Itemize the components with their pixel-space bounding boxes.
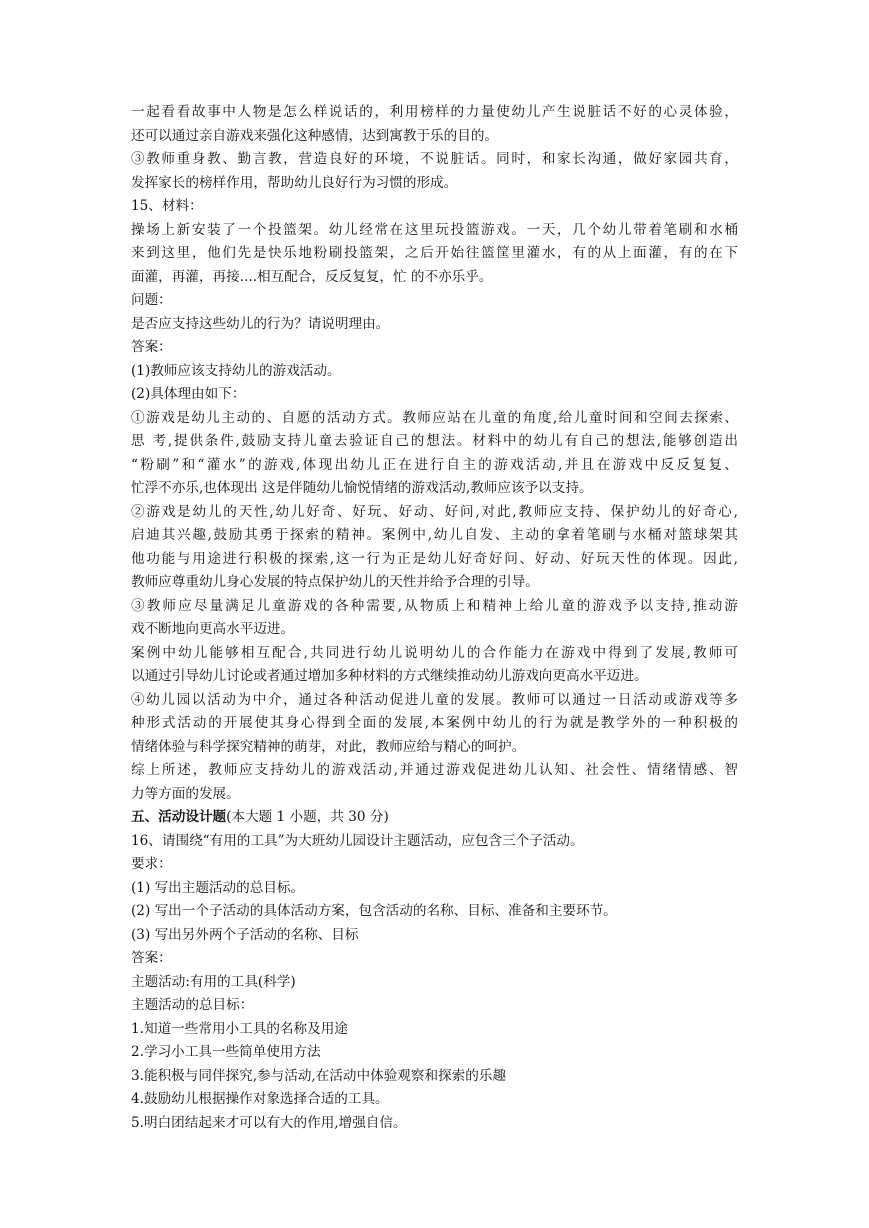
intro-line: 还可以通过亲自游戏来强化这种感情，达到寓教于乐的目的。 — [131, 127, 499, 144]
q15-material-line: 面灌，再灌，再接....相互配合，反反复复，忙 的不亦乐乎。 — [131, 268, 493, 285]
q15-answer-line: (1)教师应该支持幼儿的游戏活动。 — [131, 362, 341, 379]
q15-question-text: 是否应支持这些幼儿的行为？请说明理由。 — [131, 315, 390, 332]
q15-material-line: 来到这里，他们先是快乐地粉刷投篮架，之后开始往篮筐里灌水，有的从上面灌，有的在下 — [131, 245, 738, 261]
q16-answer-line: 5.明白团结起来才可以有大的作用,增强自信。 — [131, 1114, 407, 1131]
q15-answer-line: 他功能与用途进行积极的探索,这一行为正是幼儿好奇好问、好动、好玩天性的体现。因此, — [131, 550, 738, 567]
q15-answer-line: 力等方面的发展。 — [131, 785, 240, 802]
q15-answer-line: 思 考,提供条件,鼓励支持儿童去验证自己的想法。材料中的幼儿有自己的想法,能够创造出 — [131, 433, 738, 449]
q15-answer-line: (2)具体理由如下： — [131, 386, 246, 402]
q16-requirements-label: 要求： — [131, 856, 172, 872]
q16-requirement: (3) 写出另外两个子活动的名称、目标 — [131, 926, 359, 943]
q15-answer-line: 情绪体验与科学探究精神的萌芽，对此，教师应给与精心的呵护。 — [131, 738, 526, 755]
q15-answer-line: 案例中幼儿能够相互配合,共同进行幼儿说明幼儿的合作能力在游戏中得到了发展,教师可 — [131, 644, 738, 661]
q16-answer-line: 2.学习小工具一些简单使用方法 — [131, 1044, 321, 1060]
section-5-subtitle: (本大题 1 小题，共 30 分) — [226, 809, 389, 825]
q15-material-line: 操场上新安装了一个投篮架。幼儿经常在这里玩投篮游戏。一天，几个幼儿带着笔刷和水桶 — [131, 221, 738, 238]
q16-answer-line: 主题活动:有用的工具(科学) — [131, 973, 296, 990]
q15-answer-label: 答案： — [131, 339, 172, 355]
q15-heading: 15、材料： — [131, 198, 203, 214]
q15-question-label: 问题： — [131, 292, 172, 308]
q16-requirement: (1) 写出主题活动的总目标。 — [131, 879, 305, 896]
q15-answer-line: 种形式活动的开展使其身心得到全面的发展,本案例中幼儿的行为就是教学外的一种积极的 — [131, 715, 738, 731]
section-5-title: 五、活动设计题 — [131, 809, 227, 825]
document-page — [131, 101, 738, 1135]
q15-answer-line: 忙浮不亦乐,也体现出 这是伴随幼儿愉悦情绪的游戏活动,教师应该予以支持。 — [131, 480, 593, 496]
q15-answer-line: 综上所述，教师应支持幼儿的游戏活动,并通过游戏促进幼儿认知、社会性、情绪情感、智 — [131, 762, 738, 778]
intro-line: ③教师重身教、勤言教，营造良好的环境，不说脏话。同时，和家长沟通，做好家园共育， — [131, 151, 738, 167]
q15-answer-line: “粉刷”和“灌水”的游戏,体现出幼儿正在进行自主的游戏活动,并且在游戏中反反复复、 — [131, 456, 738, 473]
intro-line: 发挥家长的榜样作用，帮助幼儿良好行为习惯的形成。 — [131, 174, 458, 191]
q16-answer-label: 答案： — [131, 950, 172, 966]
intro-line: 一起看看故事中人物是怎么样说话的，利用榜样的力量使幼儿产生说脏话不好的心灵体验， — [131, 104, 738, 120]
q15-answer-line: ②游戏是幼儿的天性,幼儿好奇、好玩、好动、好问,对此,教师应支持、保护幼儿的好奇心, — [131, 503, 738, 520]
q16-requirement: (2) 写出一个子活动的具体活动方案，包含活动的名称、目标、准备和主要环节。 — [131, 903, 617, 919]
q16-question: 16、请围绕“有用的工具”为大班幼儿园设计主题活动，应包含三个子活动。 — [131, 832, 584, 849]
q15-answer-line: ④幼儿园以活动为中介，通过各种活动促进儿童的发展。教师可以通过一日活动或游戏等多 — [131, 691, 738, 708]
q16-answer-line: 3.能积极与同伴探究,参与活动,在活动中体验观察和探索的乐趣 — [131, 1067, 507, 1084]
section-5-heading — [131, 806, 738, 830]
q15-answer-line: 戏不断地向更高水平迈进。 — [131, 621, 295, 637]
q15-answer-line: ①游戏是幼儿主动的、自愿的活动方式。教师应站在儿童的角度,给儿童时间和空间去探索、 — [131, 409, 738, 426]
q15-answer-line: 启迪其兴趣,鼓励其勇于探索的精神。案例中,幼儿自发、主动的拿着笔刷与水桶对篮球架其 — [131, 527, 738, 543]
q16-answer-line: 主题活动的总目标： — [131, 997, 254, 1013]
q15-answer-line: 以通过引导幼儿讨论或者通过增加多种材料的方式继续推动幼儿游戏向更高水平迈进。 — [131, 668, 648, 684]
q15-answer-line: 教师应尊重幼儿身心发展的特点保护幼儿的天性并给予合理的引导。 — [131, 574, 539, 590]
q16-answer-line: 4.鼓励幼儿根据操作对象选择合适的工具。 — [131, 1091, 389, 1107]
q15-answer-line: ③教师应尽量满足儿童游戏的各种需要,从物质上和精神上给儿童的游戏予以支持,推动游 — [131, 597, 738, 614]
q16-answer-line: 1.知道一些常用小工具的名称及用途 — [131, 1020, 348, 1037]
